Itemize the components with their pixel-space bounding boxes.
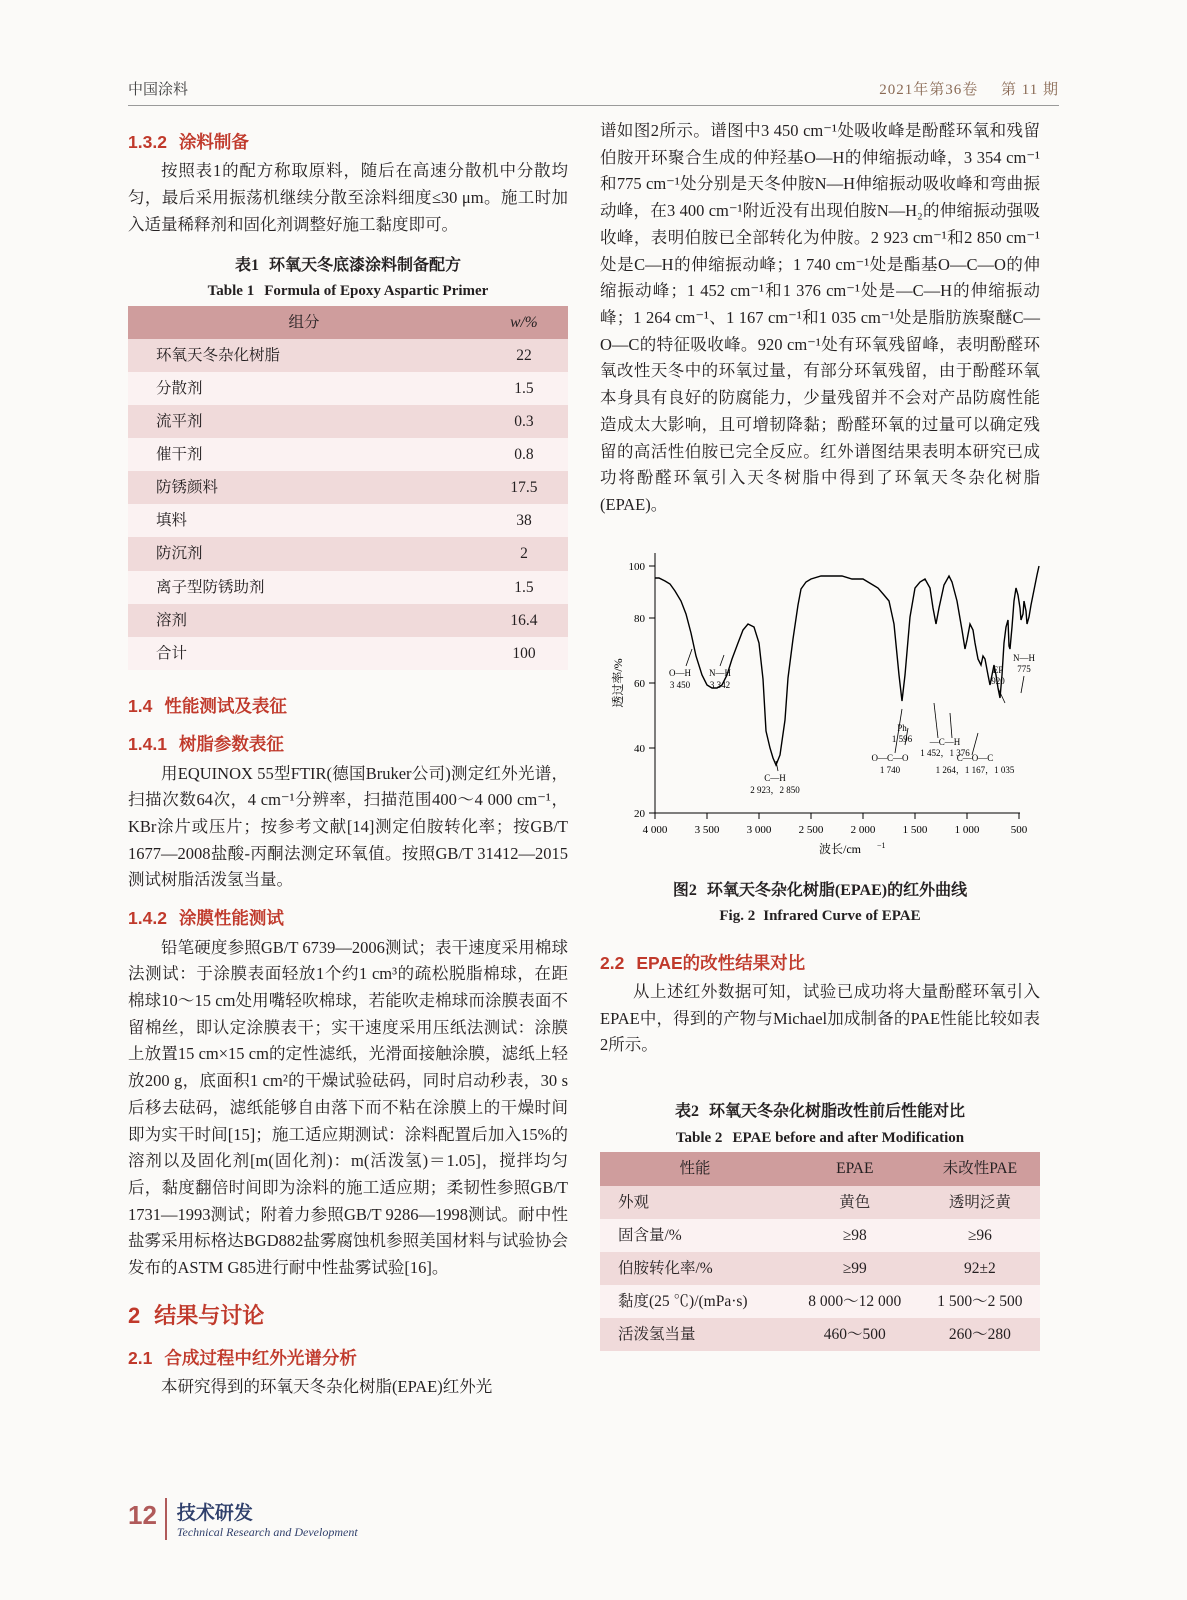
svg-text:2 500: 2 500 bbox=[798, 823, 824, 836]
table-header-row bbox=[600, 1152, 1040, 1185]
heading-2-2-title: EPAE的改性结果对比 bbox=[636, 952, 806, 973]
svg-text:775: 775 bbox=[1017, 663, 1031, 674]
table-epae-comparison bbox=[600, 1152, 1040, 1351]
left-column bbox=[128, 118, 568, 1403]
svg-text:80: 80 bbox=[634, 612, 645, 625]
heading-1-4-2-num: 1.4.2 bbox=[128, 908, 167, 929]
cell-epae: 8 000～12 000 bbox=[808, 1292, 902, 1310]
figure-2-caption-cn-label: 图2 bbox=[672, 881, 697, 899]
cell-value: 38 bbox=[516, 512, 532, 530]
cell-epae: ≥98 bbox=[842, 1226, 867, 1244]
page-number: 12 bbox=[128, 1500, 157, 1530]
figure-2-caption-cn bbox=[673, 882, 967, 899]
heading-1-4-title: 性能测试及表征 bbox=[164, 695, 287, 716]
table2-caption bbox=[600, 1099, 1040, 1150]
table-row bbox=[128, 571, 568, 604]
svg-text:O—H: O—H bbox=[669, 667, 691, 678]
paragraph-2-1: 本研究得到的环氧天冬杂化树脂(EPAE)红外光 bbox=[161, 1376, 493, 1396]
footer-section bbox=[177, 1498, 358, 1540]
cell-property: 外观 bbox=[618, 1193, 650, 1211]
svg-text:500: 500 bbox=[1010, 823, 1028, 836]
cell-pae: 92±2 bbox=[963, 1259, 996, 1277]
table-row bbox=[600, 1219, 1040, 1252]
table1-caption-cn-label: 表1 bbox=[234, 256, 259, 274]
table-row bbox=[128, 504, 568, 537]
paragraph-1-4-1: 用EQUINOX 55型FTIR(德国Bruker公司)测定红外光谱，扫描次数64次，4 cm⁻¹分辨率，扫描范围400～4 000 cm⁻¹，KBr涂片或压片；按参考文献[14]测定伯胺转化率；按GB/T 1677—2008盐酸-丙酮法测定环氧值。按照GB/T 31412—2015测试树脂活泼氢当量。 bbox=[128, 763, 568, 890]
cell-component: 填料 bbox=[156, 512, 188, 530]
cell-value: 16.4 bbox=[510, 611, 538, 629]
table-formula-body bbox=[128, 339, 568, 670]
cell-epae: 黄色 bbox=[839, 1193, 871, 1211]
heading-2 bbox=[128, 1298, 568, 1334]
svg-text:O—C—O: O—C—O bbox=[871, 752, 909, 763]
cell-property: 伯胺转化率/% bbox=[618, 1259, 713, 1277]
table-formula-head bbox=[128, 306, 568, 339]
svg-text:Ph: Ph bbox=[897, 722, 907, 733]
svg-text:40: 40 bbox=[634, 742, 645, 755]
svg-text:1 264，1 167，1 035: 1 264，1 167，1 035 bbox=[935, 764, 1015, 775]
cell-component: 催干剂 bbox=[156, 446, 203, 464]
paragraph-right-top: 谱如图2所示。谱图中3 450 cm⁻¹处吸收峰是酚醛环氧和残留伯胺开环聚合生成的仲羟基O—H的伸缩振动峰，3 354 cm⁻¹和775 cm⁻¹处分别是天冬仲胺N—H伸缩振动吸收峰和弯曲振动峰，在3 400 cm⁻¹附近没有出现伯胺N—H₂的伸缩振动强吸收峰，表明伯胺已全部转化为仲胺。2 923 cm⁻¹和2 850 cm⁻¹处是C—H的伸缩振动峰；1 740 cm⁻¹处是酯基O—C—O的伸缩振动峰；1 452 cm⁻¹和1 376 cm⁻¹处是—C—H的伸缩振动峰；1 264 cm⁻¹、1 167 cm⁻¹和1 035 cm⁻¹处是脂肪族聚醚C—O—C的特征吸收峰。920 cm⁻¹处有环氧残留峰，表明酚醛环氧改性天冬中的环氧过量，有部分环氧残留，由于酚醛环氧本身具有良好的防腐能力，少量残留并不会对产品防腐性能造成太大影响，且可增韧降黏；酚醛环氧的过量可以确定残留的高活性伯胺已完全反应。红外谱图结果表明本研究已成功将酚醛环氧引入天冬树脂中得到了环氧天冬杂化树脂(EPAE)。 bbox=[600, 121, 1040, 515]
svg-text:C—H: C—H bbox=[764, 772, 786, 783]
col-unmodified-pae: 未改性PAE bbox=[920, 1152, 1040, 1185]
svg-text:60: 60 bbox=[634, 677, 645, 690]
cell-epae: ≥99 bbox=[842, 1259, 867, 1277]
heading-1-4-2-title: 涂膜性能测试 bbox=[178, 908, 284, 929]
header-issue: 第 11 期 bbox=[1001, 82, 1059, 98]
cell-value: 100 bbox=[512, 644, 536, 662]
ir-spectrum-chart bbox=[600, 533, 1040, 863]
col-epae: EPAE bbox=[790, 1152, 920, 1185]
cell-component: 离子型防锈助剂 bbox=[156, 578, 265, 596]
svg-text:1 740: 1 740 bbox=[879, 764, 901, 775]
cell-value: 17.5 bbox=[510, 479, 538, 497]
col-property: 性能 bbox=[600, 1152, 790, 1185]
cell-pae: 1 500～2 500 bbox=[937, 1292, 1023, 1310]
heading-1-4-1-title: 树脂参数表征 bbox=[178, 734, 284, 755]
figure-2-caption-en-text: Infrared Curve of EPAE bbox=[763, 908, 921, 925]
svg-text:−1: −1 bbox=[877, 840, 886, 850]
svg-text:1 500: 1 500 bbox=[902, 823, 928, 836]
svg-text:波长/cm: 波长/cm bbox=[819, 841, 861, 856]
table1-caption-en bbox=[128, 279, 568, 303]
paragraph-1-3-2: 按照表1的配方称取原料，随后在高速分散机中分散均匀，最后采用振荡机继续分散至涂料细度≤30 μm。施工时加入适量稀释剂和固化剂调整好施工黏度即可。 bbox=[128, 161, 568, 234]
svg-text:3 450: 3 450 bbox=[669, 679, 691, 690]
page-footer bbox=[128, 1498, 358, 1540]
heading-2-title: 结果与讨论 bbox=[154, 1302, 265, 1328]
svg-text:N—H: N—H bbox=[1013, 652, 1035, 663]
cell-value: 22 bbox=[516, 346, 532, 364]
table-header-row bbox=[128, 306, 568, 339]
heading-2-1-num: 2.1 bbox=[128, 1347, 153, 1368]
svg-text:2 923，2 850: 2 923，2 850 bbox=[750, 784, 800, 795]
cell-component: 流平剂 bbox=[156, 413, 203, 431]
table-epae-head bbox=[600, 1152, 1040, 1185]
svg-text:1 452，1 376: 1 452，1 376 bbox=[920, 747, 970, 758]
figure-2-caption-en bbox=[600, 904, 1040, 928]
table-formula-col-mass: w/% bbox=[480, 306, 568, 339]
heading-2-2 bbox=[600, 949, 1040, 977]
cell-component: 防锈颜料 bbox=[156, 479, 219, 497]
heading-2-1-title: 合成过程中红外光谱分析 bbox=[164, 1347, 357, 1368]
heading-1-3-2-title: 涂料制备 bbox=[178, 132, 249, 152]
heading-1-4-num: 1.4 bbox=[128, 695, 153, 716]
cell-property: 黏度(25 ℃)/(mPa·s) bbox=[618, 1292, 748, 1310]
table-epae-body bbox=[600, 1186, 1040, 1352]
cell-component: 分散剂 bbox=[156, 379, 203, 397]
svg-text:N—H: N—H bbox=[709, 667, 731, 678]
table-formula-col-component: 组分 bbox=[128, 306, 480, 339]
svg-text:3 342: 3 342 bbox=[709, 679, 731, 690]
table1-caption-en-label: Table 1 bbox=[207, 283, 255, 300]
cell-value: 2 bbox=[520, 545, 528, 563]
table2-caption-en-text: EPAE before and after Modification bbox=[732, 1130, 965, 1147]
paragraph-1-4-2: 铅笔硬度参照GB/T 6739—2006测试；表干速度采用棉球法测试：于涂膜表面轻放1个约1 cm³的疏松脱脂棉球，在距棉球10～15 cm处用嘴轻吹棉球，若能吹走棉球而涂膜表面不留棉丝，即认定涂膜表干；实干速度采用压纸法测试：涂膜上放置15 cm×15 cm的定性滤纸，光滑面接触涂膜，滤纸上轻放200 g，底面积1 cm²的干燥试验砝码，同时启动秒表，30 s后移去砝码，滤纸能够自由落下而不粘在涂膜上的干燥时间即为实干时间[15]；施工适应期测试：涂料配置后加入15%的溶剂以及固化剂[m(固化剂)：m(活泼氢)＝1.05]，搅拌均匀后，黏度翻倍时间即为涂料的施工适应期；柔韧性参照GB/T 1731—1993测试；附着力参照GB/T 9286—1998测试。耐中性盐雾采用标格达BGD882盐雾腐蚀机参照美国材料与试验协会发布的ASTM G85进行耐中性盐雾试验[16]。 bbox=[128, 937, 568, 1278]
table1-caption-en-text: Formula of Epoxy Aspartic Primer bbox=[264, 283, 489, 300]
heading-1-3-2 bbox=[128, 128, 568, 156]
cell-pae: 260～280 bbox=[948, 1325, 1011, 1343]
heading-2-2-num: 2.2 bbox=[600, 952, 625, 973]
table2-caption-cn-label: 表2 bbox=[674, 1103, 699, 1121]
heading-1-4-1 bbox=[128, 730, 568, 758]
figure-2-caption-en-label: Fig. 2 bbox=[719, 908, 756, 925]
svg-text:100: 100 bbox=[628, 560, 645, 573]
heading-2-num: 2 bbox=[128, 1302, 141, 1328]
cell-epae: 460～500 bbox=[823, 1325, 886, 1343]
svg-text:1 000: 1 000 bbox=[954, 823, 980, 836]
table-row bbox=[600, 1252, 1040, 1285]
svg-text:3 500: 3 500 bbox=[694, 823, 720, 836]
cell-value: 1.5 bbox=[514, 379, 534, 397]
table-row bbox=[128, 537, 568, 570]
heading-1-3-2-num: 1.3.2 bbox=[128, 132, 167, 152]
table-row bbox=[600, 1318, 1040, 1351]
table-row bbox=[600, 1285, 1040, 1318]
heading-1-4-1-num: 1.4.1 bbox=[128, 734, 167, 755]
figure-2 bbox=[600, 533, 1040, 929]
figure-2-caption bbox=[600, 878, 1040, 929]
table2-caption-en-label: Table 2 bbox=[675, 1130, 723, 1147]
svg-text:2 000: 2 000 bbox=[850, 823, 876, 836]
svg-text:EP: EP bbox=[992, 664, 1004, 675]
table-row bbox=[600, 1186, 1040, 1219]
cell-component: 防沉剂 bbox=[156, 545, 203, 563]
table-row bbox=[128, 438, 568, 471]
heading-1-4-2 bbox=[128, 904, 568, 932]
cell-component: 环氧天冬杂化树脂 bbox=[156, 346, 281, 364]
cell-property: 活泼氢当量 bbox=[618, 1325, 696, 1343]
svg-text:—C—H: —C—H bbox=[929, 736, 961, 747]
table-row bbox=[128, 405, 568, 438]
svg-text:1 596: 1 596 bbox=[891, 733, 913, 744]
table-row-total bbox=[128, 637, 568, 670]
cell-pae: 透明泛黄 bbox=[948, 1193, 1011, 1211]
footer-section-cn: 技术研发 bbox=[176, 1503, 253, 1524]
issue-info bbox=[861, 78, 1059, 99]
journal-name: 中国涂料 bbox=[128, 82, 189, 98]
cell-value: 0.8 bbox=[514, 446, 534, 464]
svg-text:3 000: 3 000 bbox=[746, 823, 772, 836]
table2-caption-cn bbox=[675, 1103, 965, 1120]
table-row bbox=[128, 471, 568, 504]
svg-text:920: 920 bbox=[991, 675, 1005, 686]
svg-text:4 000: 4 000 bbox=[642, 823, 668, 836]
cell-component: 溶剂 bbox=[156, 611, 188, 629]
table2-caption-cn-text: 环氧天冬杂化树脂改性前后性能对比 bbox=[709, 1103, 966, 1121]
footer-section-en: Technical Research and Development bbox=[176, 1525, 358, 1539]
heading-2-1 bbox=[128, 1344, 568, 1372]
paragraph-2-2: 从上述红外数据可知，试验已成功将大量酚醛环氧引入EPAE中，得到的产物与Michael加成制备的PAE性能比较如表2所示。 bbox=[600, 982, 1040, 1055]
table1-caption-cn bbox=[235, 257, 461, 274]
table2-caption-en bbox=[600, 1126, 1040, 1150]
table-row bbox=[128, 339, 568, 372]
table-row bbox=[128, 372, 568, 405]
table1-caption-cn-text: 环氧天冬底漆涂料制备配方 bbox=[269, 256, 462, 274]
cell-pae: ≥96 bbox=[967, 1226, 992, 1244]
cell-value: 0.3 bbox=[514, 413, 534, 431]
table-formula bbox=[128, 306, 568, 670]
table-row bbox=[128, 604, 568, 637]
svg-text:C—O—C: C—O—C bbox=[956, 752, 994, 763]
cell-property: 固含量/% bbox=[618, 1226, 682, 1244]
table1-caption bbox=[128, 253, 568, 304]
heading-1-4 bbox=[128, 692, 568, 720]
figure-2-caption-cn-text: 环氧天冬杂化树脂(EPAE)的红外曲线 bbox=[706, 881, 968, 899]
svg-text:20: 20 bbox=[634, 807, 645, 820]
svg-text:透过率/%: 透过率/% bbox=[611, 658, 625, 708]
header-year: 2021年第36卷 bbox=[879, 82, 979, 98]
cell-component: 合计 bbox=[156, 644, 188, 662]
right-column bbox=[600, 118, 1040, 1351]
footer-divider bbox=[165, 1498, 167, 1540]
page-header bbox=[128, 78, 1059, 106]
cell-value: 1.5 bbox=[514, 578, 534, 596]
